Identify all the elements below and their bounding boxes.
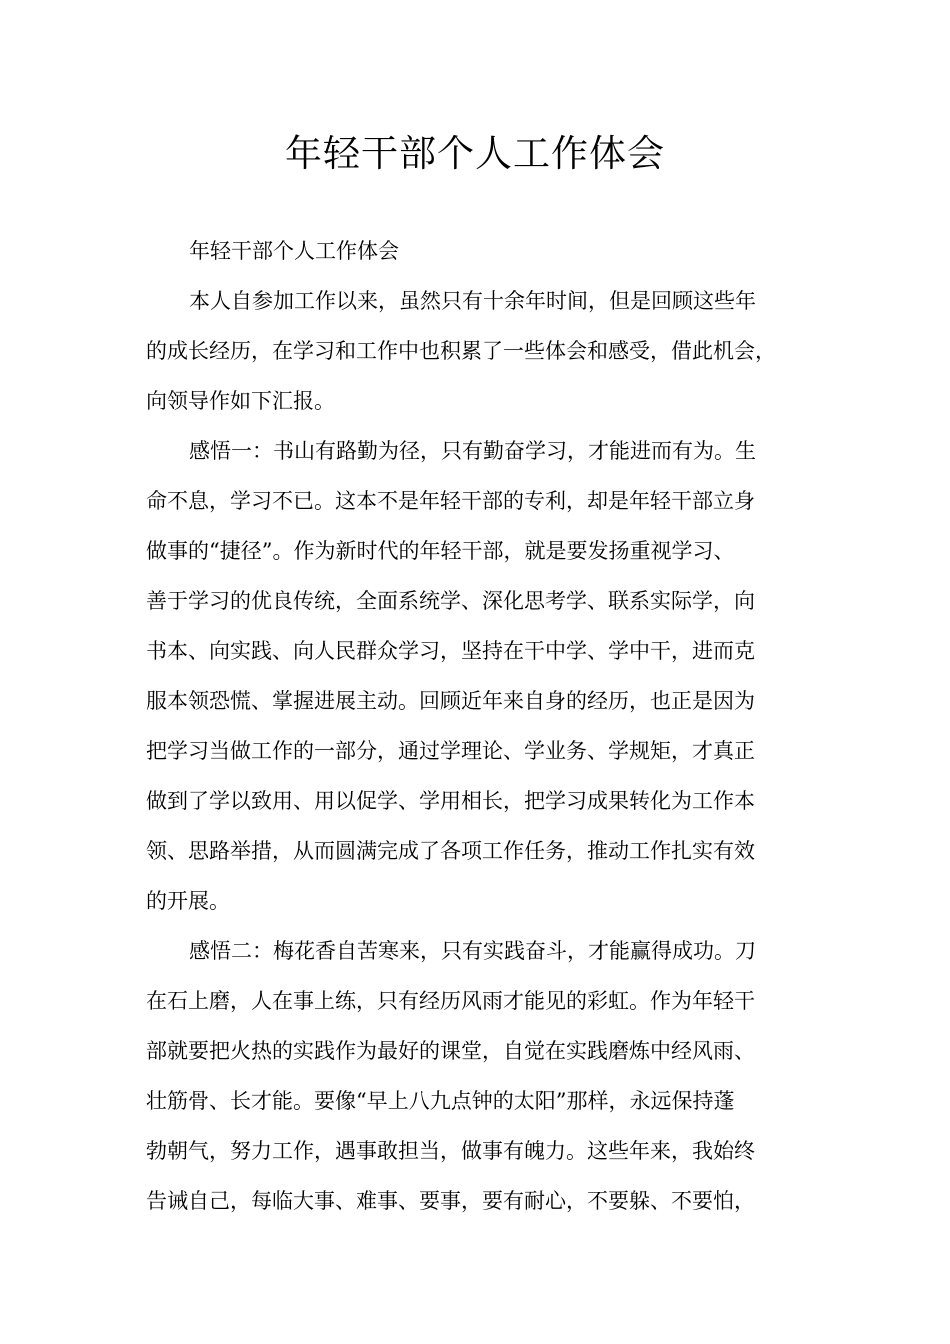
- paragraph-line: 做到了学以致用、用以促学、学用相长，把学习成果转化为工作本: [146, 789, 755, 813]
- paragraph-line: 服本领恐慌、掌握进展主动。回顾近年来自身的经历，也正是因为: [146, 689, 755, 713]
- paragraph-line: 的成长经历，在学习和工作中也积累了一些体会和感受，借此机会，: [146, 339, 776, 363]
- paragraph-line: 善于学习的优良传统，全面系统学、深化思考学、联系实际学，向: [146, 589, 755, 613]
- paragraph-line: 命不息，学习不已。这本不是年轻干部的专利，却是年轻干部立身: [146, 489, 755, 513]
- paragraph-line: 的开展。: [146, 889, 230, 913]
- paragraph-line: 勃朝气，努力工作，遇事敢担当，做事有魄力。这些年来，我始终: [146, 1139, 755, 1163]
- paragraph-line: 把学习当做工作的一部分，通过学理论、学业务、学规矩，才真正: [146, 739, 755, 763]
- paragraph-line: 告诫自己，每临大事、难事、要事，要有耐心，不要躲、不要怕，: [146, 1189, 755, 1213]
- paragraph-line: 壮筋骨、长才能。要像“早上八九点钟的太阳”那样，永远保持蓬: [146, 1089, 735, 1113]
- paragraph-line: 向领导作如下汇报。: [146, 389, 335, 413]
- paragraph-line: 书本、向实践、向人民群众学习，坚持在干中学、学中干，进而克: [146, 639, 755, 663]
- subtitle-line: 年轻干部个人工作体会: [189, 239, 399, 263]
- document-title: 年轻干部个人工作体会: [285, 132, 665, 175]
- paragraph-line: 感悟二：梅花香自苦寒来，只有实践奋斗，才能赢得成功。刀: [189, 939, 756, 963]
- paragraph-line: 领、思路举措，从而圆满完成了各项工作任务，推动工作扎实有效: [146, 839, 755, 863]
- paragraph-line: 本人自参加工作以来，虽然只有十余年时间，但是回顾这些年: [189, 289, 756, 313]
- paragraph-line: 在石上磨，人在事上练，只有经历风雨才能见的彩虹。作为年轻干: [146, 989, 755, 1013]
- paragraph-line: 部就要把火热的实践作为最好的课堂，自觉在实践磨炼中经风雨、: [146, 1039, 755, 1063]
- paragraph-line: 做事的“捷径”。作为新时代的年轻干部，就是要发扬重视学习、: [146, 539, 735, 563]
- paragraph-line: 感悟一：书山有路勤为径，只有勤奋学习，才能进而有为。生: [189, 439, 756, 463]
